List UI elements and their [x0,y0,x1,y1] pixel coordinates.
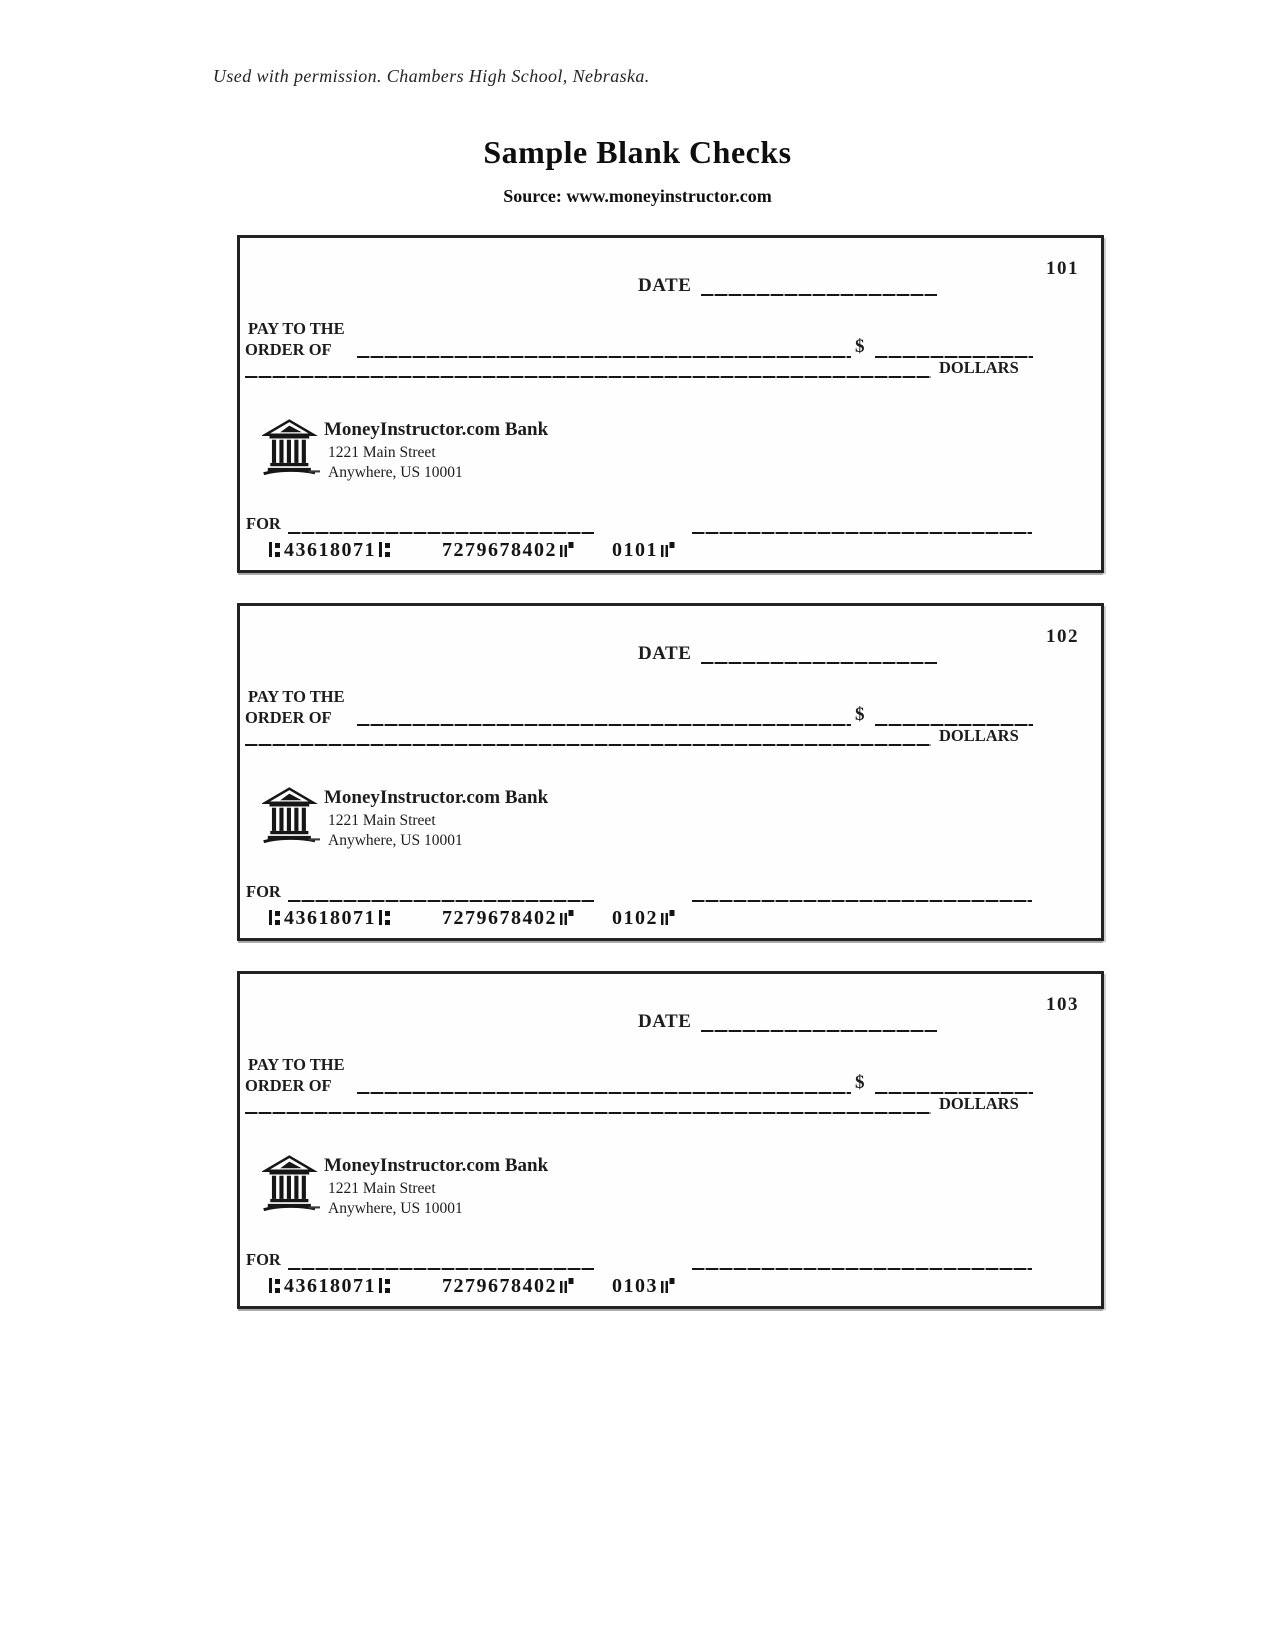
check-number: 102 [1046,626,1079,647]
micr-routing-number: 43618071 [284,1274,376,1297]
micr-check-serial: 0102 [612,906,658,929]
bank-name: MoneyInstructor.com Bank [324,1155,549,1176]
micr-onus-symbol-icon [559,540,574,560]
bank-building-icon [262,783,320,849]
blank-check-102 [237,603,1104,941]
payee-fill-line [357,356,851,358]
memo-fill-line [288,1268,594,1270]
pay-to-the-label: PAY TO THE [248,687,345,706]
check-number: 101 [1046,258,1079,279]
memo-fill-line [288,532,594,534]
bank-name: MoneyInstructor.com Bank [324,787,549,808]
pay-to-the-label: PAY TO THE [248,319,345,338]
dollar-sign-label: $ [855,1072,865,1093]
micr-onus-symbol-icon [559,1276,574,1296]
order-of-label: ORDER OF [245,708,332,727]
date-label: DATE [638,643,692,664]
bank-street: 1221 Main Street [328,812,436,829]
micr-account-number: 7279678402 [442,538,557,561]
pay-to-the-label: PAY TO THE [248,1055,345,1074]
micr-routing-number: 43618071 [284,538,376,561]
attribution-note: Used with permission. Chambers High School, Nebraska. [213,66,650,86]
bank-building-icon [262,1151,320,1217]
dollars-label: DOLLARS [939,358,1019,377]
payee-fill-line [357,724,851,726]
micr-account-number: 7279678402 [442,906,557,929]
order-of-label: ORDER OF [245,1076,332,1095]
for-label: FOR [246,1250,281,1269]
micr-transit-symbol-icon [268,908,282,928]
bank-street: 1221 Main Street [328,444,436,461]
micr-transit-symbol-icon [378,540,392,560]
micr-line [266,1274,677,1298]
for-label: FOR [246,882,281,901]
check-number: 103 [1046,994,1079,1015]
micr-transit-symbol-icon [268,1276,282,1296]
bank-street: 1221 Main Street [328,1180,436,1197]
amount-words-fill-line [245,376,931,378]
micr-account-number: 7279678402 [442,1274,557,1297]
date-label: DATE [638,275,692,296]
micr-onus-symbol-icon [660,1276,675,1296]
micr-transit-symbol-icon [378,1276,392,1296]
blank-check-101 [237,235,1104,573]
micr-check-serial: 0101 [612,538,658,561]
date-fill-line [701,662,937,664]
date-fill-line [701,294,937,296]
for-label: FOR [246,514,281,533]
source-line: Source: www.moneyinstructor.com [503,186,772,206]
amount-words-fill-line [245,744,931,746]
micr-onus-symbol-icon [559,908,574,928]
date-fill-line [701,1030,937,1032]
payee-fill-line [357,1092,851,1094]
micr-onus-symbol-icon [660,540,675,560]
dollars-label: DOLLARS [939,726,1019,745]
micr-check-serial: 0103 [612,1274,658,1297]
bank-city: Anywhere, US 10001 [328,832,463,849]
bank-city: Anywhere, US 10001 [328,1200,463,1217]
micr-transit-symbol-icon [268,540,282,560]
dollar-sign-label: $ [855,704,865,725]
dollars-label: DOLLARS [939,1094,1019,1113]
amount-words-fill-line [245,1112,931,1114]
signature-fill-line [692,1268,1032,1270]
micr-transit-symbol-icon [378,908,392,928]
signature-fill-line [692,900,1032,902]
order-of-label: ORDER OF [245,340,332,359]
micr-routing-number: 43618071 [284,906,376,929]
bank-building-icon [262,415,320,481]
blank-check-103 [237,971,1104,1309]
memo-fill-line [288,900,594,902]
dollar-sign-label: $ [855,336,865,357]
signature-fill-line [692,532,1032,534]
date-label: DATE [638,1011,692,1032]
bank-city: Anywhere, US 10001 [328,464,463,481]
page-title: Sample Blank Checks [483,134,792,170]
micr-onus-symbol-icon [660,908,675,928]
bank-name: MoneyInstructor.com Bank [324,419,549,440]
micr-line [266,538,677,562]
micr-line [266,906,677,930]
